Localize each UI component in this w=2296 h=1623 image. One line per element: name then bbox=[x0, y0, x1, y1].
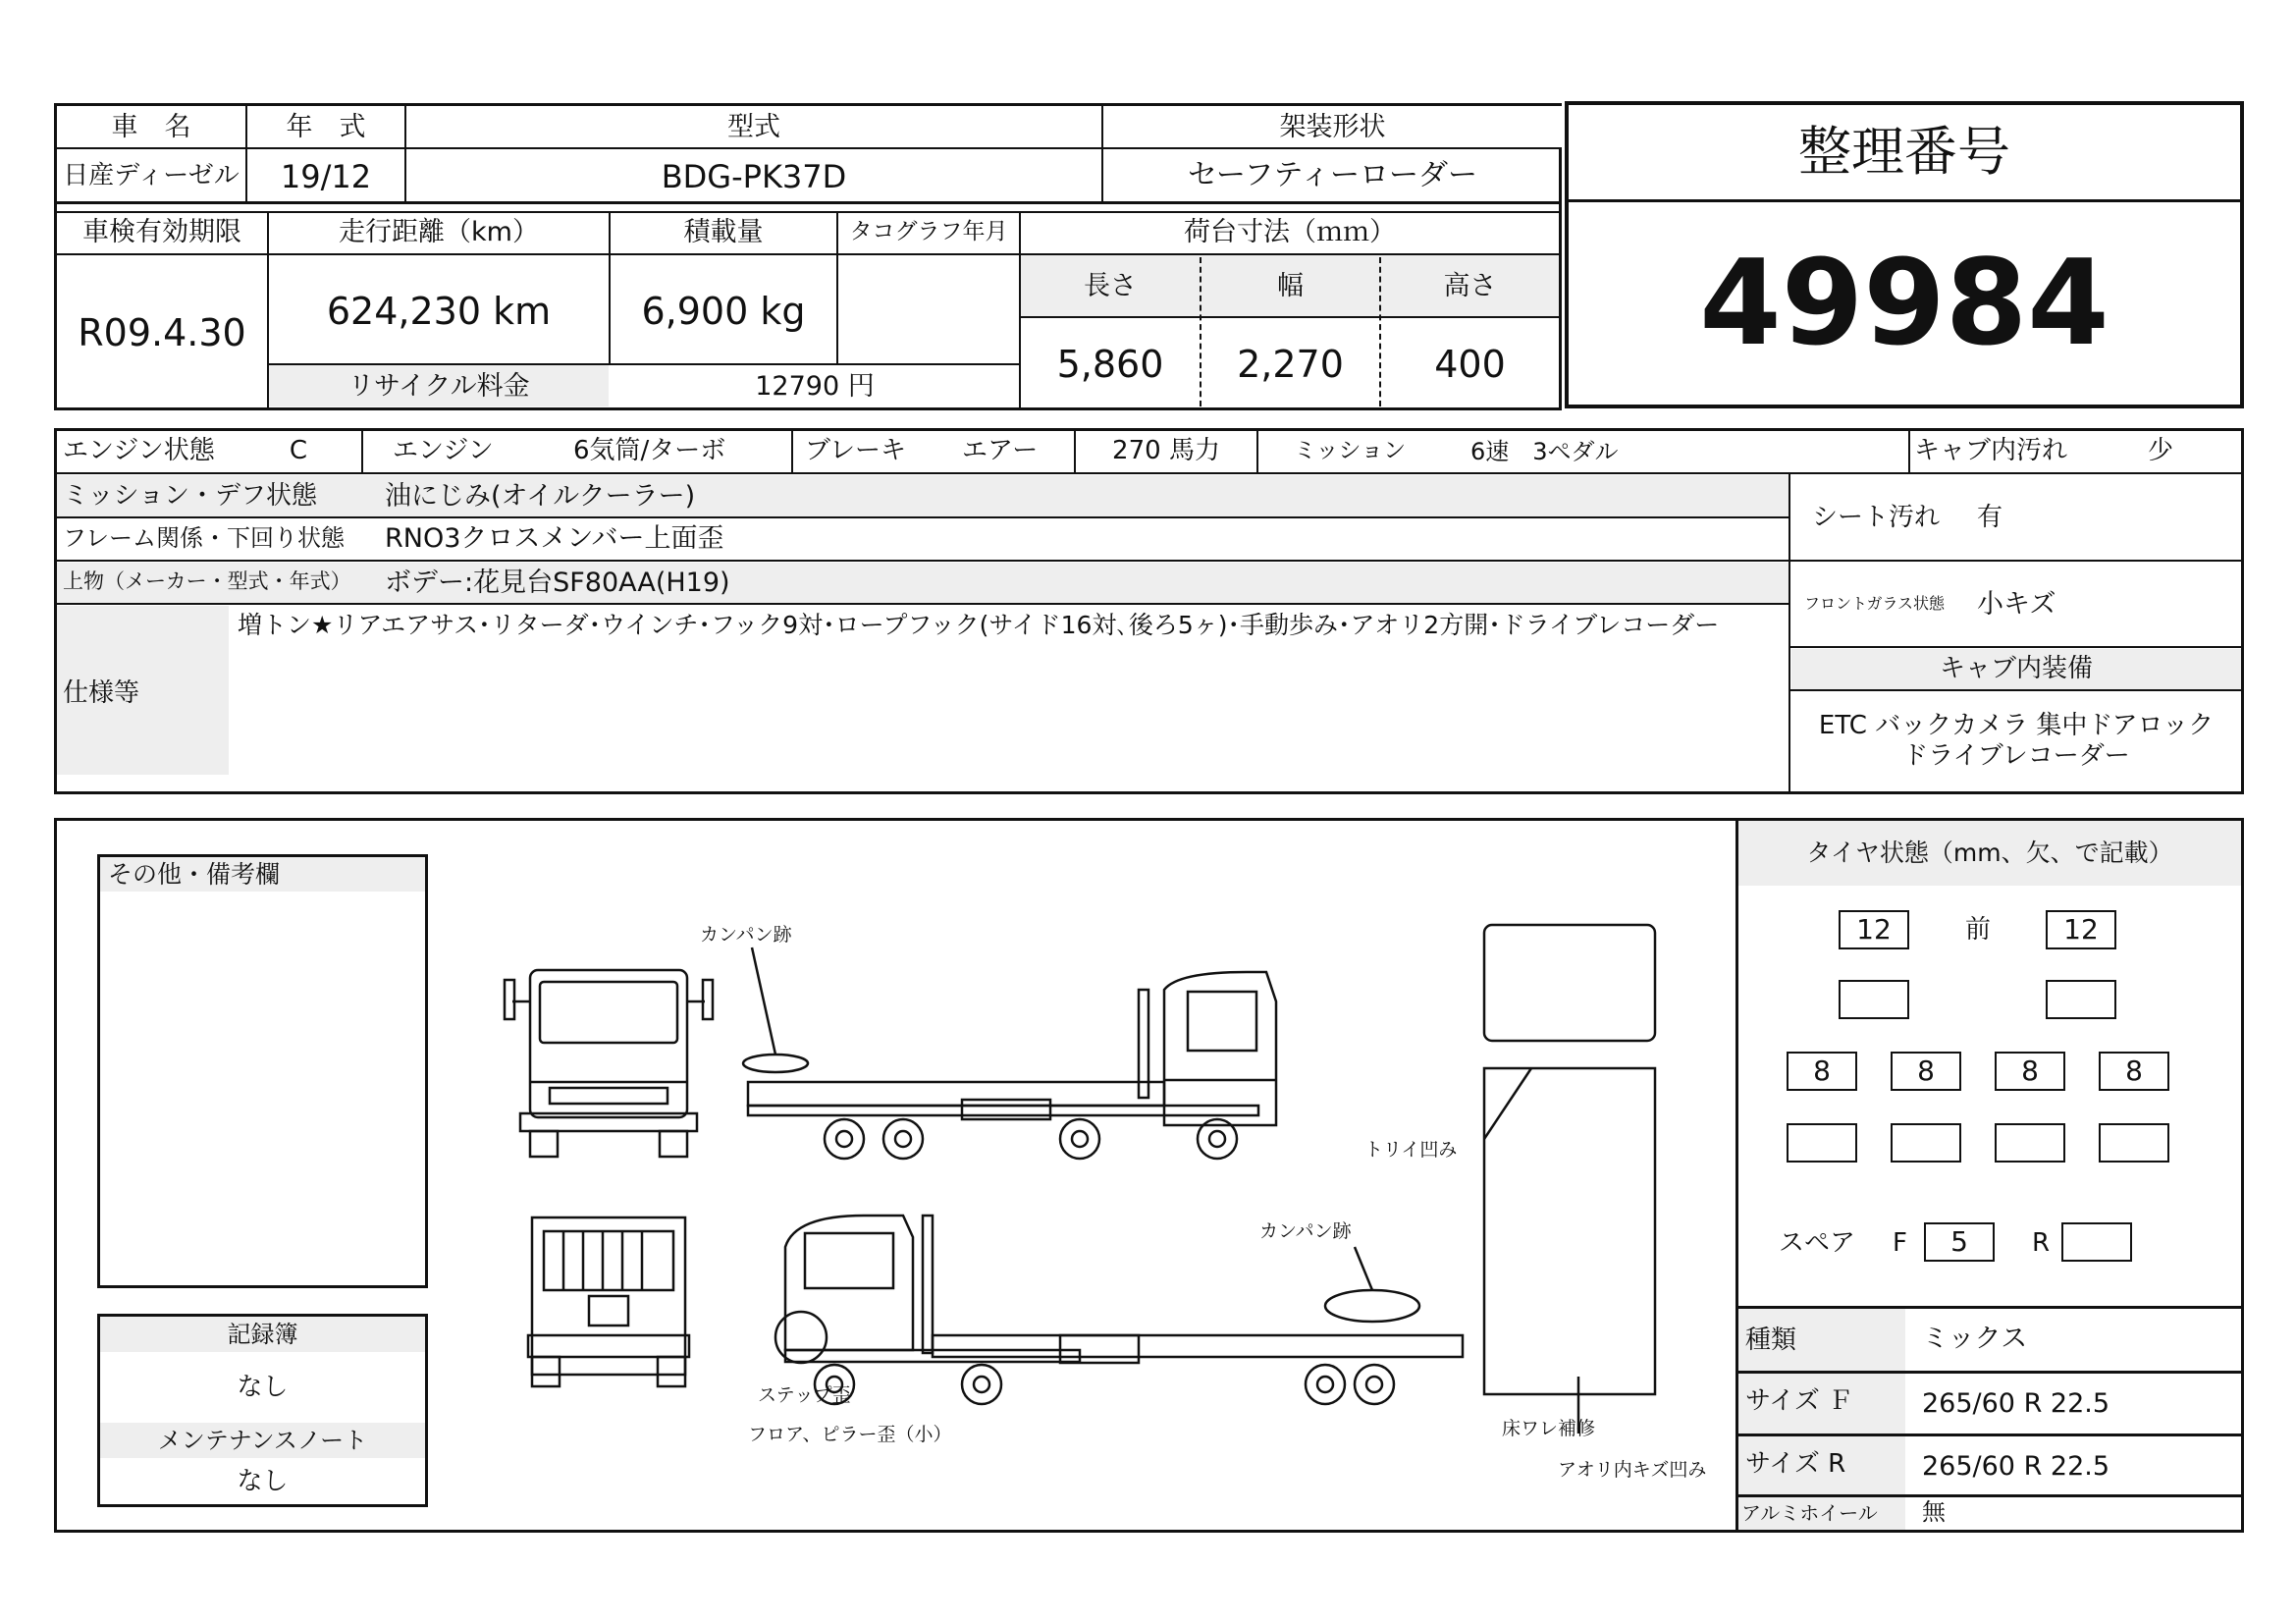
name-label: 車 名 bbox=[111, 112, 191, 142]
cab-equip-2: ドライブレコーダー bbox=[1902, 741, 2130, 771]
tire-size-r-label: サイズ R bbox=[1745, 1449, 1846, 1479]
note-torii: トリイ凹み bbox=[1364, 1139, 1458, 1161]
tacho-label: タコグラフ年月 bbox=[849, 219, 1008, 244]
vehicle-year: 19/12 bbox=[280, 158, 372, 195]
maintenance-value: なし bbox=[237, 1467, 289, 1496]
note-yuka: 床ワレ補修 bbox=[1502, 1418, 1596, 1439]
seat-value: 有 bbox=[1977, 503, 2003, 532]
power-value: 270 馬力 bbox=[1112, 436, 1220, 465]
cab-equip-label: キャブ内装備 bbox=[1939, 654, 2093, 683]
load-value: 6,900 kg bbox=[641, 290, 806, 333]
inspection-label: 車検有効期限 bbox=[82, 217, 241, 247]
spare-r-label: R bbox=[2032, 1228, 2051, 1258]
tire-rear-2: 8 bbox=[1891, 1052, 1961, 1091]
mission-value: 6速 3ペダル bbox=[1470, 438, 1619, 465]
height-label: 高さ bbox=[1443, 271, 1497, 301]
note-step: ステップ歪 bbox=[758, 1384, 851, 1406]
tire-front-left-inner bbox=[1839, 980, 1909, 1019]
spare-r-value bbox=[2061, 1222, 2132, 1262]
remarks-box bbox=[97, 854, 428, 1288]
load-label: 積載量 bbox=[683, 217, 764, 247]
glass-value: 小キズ bbox=[1977, 589, 2056, 620]
truck-side-view-top bbox=[743, 947, 1276, 1159]
tire-label: タイヤ状態（mm、欠、で記載） bbox=[1806, 839, 2173, 867]
bed-size-label: 荷台寸法（ｍｍ） bbox=[1184, 217, 1396, 247]
engine-state-label: エンジン状態 bbox=[63, 436, 215, 465]
inspection-date: R09.4.30 bbox=[78, 311, 246, 354]
tire-rear-6 bbox=[1891, 1123, 1961, 1163]
mileage-label: 走行距離（km） bbox=[339, 217, 539, 247]
frame-value: RNO3クロスメンバー上面歪 bbox=[385, 523, 724, 554]
spare-f-value: 5 bbox=[1924, 1222, 1995, 1262]
tire-type: ミックス bbox=[1922, 1324, 2028, 1354]
seat-label: シート汚れ bbox=[1812, 503, 1941, 532]
vehicle-name: 日産ディーゼル bbox=[63, 161, 240, 190]
spare-f-label: F bbox=[1893, 1228, 1907, 1258]
truck-top-view bbox=[1484, 925, 1655, 1434]
engine-state: C bbox=[289, 436, 308, 465]
upper-label: 上物（メーカー・型式・年式） bbox=[63, 569, 351, 593]
tire-rear-3: 8 bbox=[1995, 1052, 2065, 1091]
spec-label: 仕様等 bbox=[63, 678, 140, 708]
tire-front-label: 前 bbox=[1964, 915, 1991, 945]
height-value: 400 bbox=[1434, 343, 1506, 386]
body-type-label: 架装形状 bbox=[1279, 112, 1386, 142]
mission-diff-label: ミッション・デフ状態 bbox=[63, 481, 317, 511]
tire-front-right-inner bbox=[2046, 980, 2116, 1019]
cab-equip-1: ETC バックカメラ 集中ドアロック bbox=[1818, 711, 2215, 740]
tire-type-label: 種類 bbox=[1745, 1325, 1797, 1355]
spare-label: スペア bbox=[1779, 1228, 1856, 1258]
width-value: 2,270 bbox=[1237, 343, 1344, 386]
length-value: 5,860 bbox=[1056, 343, 1164, 386]
tire-rear-8 bbox=[2099, 1123, 2169, 1163]
model-label: 型式 bbox=[727, 112, 780, 142]
length-label: 長さ bbox=[1084, 271, 1137, 301]
cab-dirt-value: 少 bbox=[2148, 436, 2174, 465]
remarks-label: その他・備考欄 bbox=[108, 860, 281, 889]
record-value: なし bbox=[237, 1373, 289, 1402]
truck-side-view-bottom bbox=[775, 1216, 1463, 1404]
width-label: 幅 bbox=[1277, 271, 1304, 301]
tire-front-left: 12 bbox=[1839, 910, 1909, 949]
engine-label: エンジン bbox=[393, 436, 494, 465]
tire-size-f: 265/60 R 22.5 bbox=[1922, 1388, 2110, 1419]
tire-rear-5 bbox=[1787, 1123, 1857, 1163]
mission-diff-value: 油にじみ(オイルクーラー) bbox=[385, 481, 696, 512]
tire-front-right: 12 bbox=[2046, 910, 2116, 949]
truck-rear-view bbox=[528, 1217, 689, 1386]
maintenance-label: メンテナンスノート bbox=[157, 1427, 368, 1454]
alu-wheel-value: 無 bbox=[1922, 1498, 1946, 1526]
brake-value: エアー bbox=[962, 436, 1039, 465]
control-number-label: 整理番号 bbox=[1798, 121, 2010, 183]
tire-rear-1: 8 bbox=[1787, 1052, 1857, 1091]
brake-label: ブレーキ bbox=[805, 436, 906, 465]
alu-wheel-label: アルミホイール bbox=[1741, 1501, 1878, 1525]
tire-size-f-label: サイズ Ｆ bbox=[1745, 1386, 1854, 1416]
recycle-value: 12790 円 bbox=[755, 371, 875, 402]
spec-value: 増トン★リアエアサス･リターダ･ウインチ･フック9対･ロープフック(サイド16対､後ろ5ヶ)･手動歩み･アオリ2方開･ドライブレコーダー bbox=[238, 611, 1720, 639]
control-number: 49984 bbox=[1699, 236, 2109, 372]
record-label: 記録簿 bbox=[227, 1321, 298, 1348]
mileage-value: 624,230 km bbox=[326, 290, 552, 333]
vehicle-model: BDG-PK37D bbox=[661, 158, 847, 195]
note-kanban-2: カンパン跡 bbox=[1259, 1220, 1352, 1242]
glass-label: フロントガラス状態 bbox=[1804, 594, 1946, 613]
cab-dirt-label: キャブ内汚れ bbox=[1914, 436, 2068, 465]
year-label: 年 式 bbox=[286, 112, 366, 142]
recycle-label: リサイクル料金 bbox=[347, 371, 530, 402]
tire-rear-7 bbox=[1995, 1123, 2065, 1163]
note-kanban-1: カンパン跡 bbox=[700, 924, 792, 946]
tire-rear-4: 8 bbox=[2099, 1052, 2169, 1091]
upper-value: ボデー:花見台SF80AA(H19) bbox=[385, 568, 730, 598]
engine-value: 6気筒/ターボ bbox=[573, 436, 726, 465]
mission-label: ミッション bbox=[1294, 438, 1407, 463]
note-aori: アオリ内キズ凹み bbox=[1558, 1459, 1707, 1481]
truck-front-view bbox=[505, 970, 713, 1157]
tire-size-r: 265/60 R 22.5 bbox=[1922, 1451, 2110, 1482]
note-floor: フロア、ピラー歪（小） bbox=[748, 1424, 952, 1445]
frame-label: フレーム関係・下回り状態 bbox=[63, 524, 346, 552]
body-type: セーフティーローダー bbox=[1188, 158, 1477, 192]
